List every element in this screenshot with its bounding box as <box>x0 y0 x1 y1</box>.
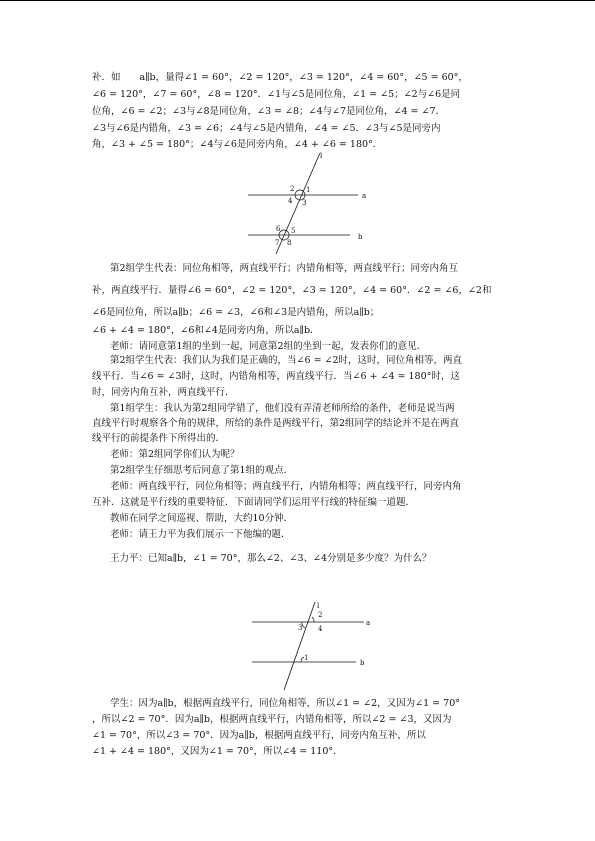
text-line: 时，同旁内角互补，两直线平行． <box>92 387 235 398</box>
text-line: 线平行的前提条件下所得出的． <box>92 433 226 444</box>
angle-label-3: 3 <box>302 199 307 207</box>
header-rule <box>0 0 595 1</box>
angle-label-1: 1 <box>306 186 311 194</box>
text-line: 老师：请王力平为我们展示一下他编的题． <box>110 529 291 540</box>
text-line: 互补．这就是平行线的重要特征．下面请同学们运用平行线的特征编一道题． <box>92 497 416 508</box>
text-line: 第1组学生：我认为第2组同学错了，他们没有弄清老师所给的条件，老师是说当两 <box>110 403 455 414</box>
angle-label-2: 2 <box>290 185 295 193</box>
text-line: 第2组学生代表：同位角相等，两直线平行；内错角相等，两直线平行；同旁内角互 <box>110 263 459 274</box>
text-line: 第2组学生仔细思考后同意了第1组的观点． <box>110 465 294 476</box>
text-line: ∠1 = 70°，所以∠3 = 70°．因为a∥b，根据两直线平行，同旁内角互补，所以 <box>92 730 426 741</box>
text-line: 补．如 a∥b，量得∠1 = 60°，∠2 = 120°，∠3 = 120°，∠4 = 60°，∠5 = 60°， <box>92 72 468 83</box>
angle-label-7: 7 <box>275 239 280 247</box>
label-l: l <box>320 152 323 160</box>
text-line: 补，两直线平行．量得∠6 = 60°，∠2 = 120°，∠3 = 120°，∠4 = 60°．∠2 = ∠6，∠2和 <box>92 285 492 296</box>
text-line: ，所以∠2 = 70°．因为a∥b，根据两直线平行，内错角相等，所以∠2 = ∠3，又因为 <box>92 714 452 725</box>
angle-label-8: 8 <box>287 239 292 247</box>
text-line: 位角，∠6 = ∠2；∠3与∠8是同位角，∠3 = ∠8；∠4与∠7是同位角，∠4 = ∠7． <box>92 106 446 117</box>
text-line: 王力平：已知a∥b，∠1 = 70°，那么∠2、∠3、∠4分别是多少度？为什么？ <box>110 553 432 564</box>
angle-label-2: 2 <box>318 611 323 619</box>
angle-label-4: 4 <box>288 197 293 205</box>
label-a: a <box>362 192 367 200</box>
label-b: b <box>358 233 363 241</box>
angle-label-6: 6 <box>276 225 281 233</box>
line-l <box>276 153 320 254</box>
text-line: 线平行．当∠6 = ∠3时，这时，内错角相等，两直线平行．当∠6 + ∠4 = 180°时，这 <box>92 371 460 382</box>
angle-label-3: 3 <box>298 624 303 632</box>
text-line: ∠6 = 120°，∠7 = 60°，∠8 = 120°．∠1与∠5是同位角，∠1 = ∠5；∠2与∠6是同 <box>92 89 461 100</box>
text-line: ∠3与∠6是内错角，∠3 = ∠6；∠4与∠5是内错角，∠4 = ∠5．∠3与∠5是同旁内 <box>92 123 441 134</box>
figure-2-four-angles <box>248 600 378 692</box>
text-line: 教师在同学之间巡视、帮助，大约10分钟． <box>110 513 294 524</box>
text-line: 老师：两直线平行，同位角相等；两直线平行，内错角相等；两直线平行，同旁内角 <box>110 481 462 492</box>
angle-label-4: 4 <box>318 625 323 633</box>
text-line: 老师：请同意第1组的坐到一起，同意第2组的坐到一起，发表你们的意见． <box>110 341 427 352</box>
label-b: b <box>360 659 365 667</box>
text-line: 老师：第2组同学你们认为呢？ <box>110 449 240 460</box>
line-l <box>284 602 315 690</box>
label-l: l <box>317 602 320 610</box>
text-line: 学生：因为a∥b，根据两直线平行，同位角相等，所以∠1 = ∠2，又因为∠1 = 70° <box>110 698 460 709</box>
text-line: ∠6 + ∠4 = 180°，∠6和∠4是同旁内角，所以a∥b． <box>92 325 320 336</box>
text-line: 直线平行时观察各个角的规律，所给的条件是两线平行，第2组同学的结论并不是在两直 <box>92 418 460 429</box>
angle-label-5: 5 <box>291 227 296 235</box>
angle-arc-2 <box>312 617 314 622</box>
label-a: a <box>366 619 371 627</box>
text-line: 角，∠3 + ∠5 = 180°；∠4与∠6是同旁内角，∠4 + ∠6 = 180°． <box>92 139 383 150</box>
angle-label-1: 1 <box>304 654 309 662</box>
text-line: ∠6是同位角，所以a∥b；∠6 = ∠3，∠6和∠3是内错角，所以a∥b； <box>92 307 380 318</box>
text-line: ∠1 + ∠4 = 180°，又因为∠1 = 70°，所以∠4 = 110°． <box>92 746 343 757</box>
text-line: 第2组学生代表：我们认为我们是正确的，当∠6 = ∠2时，这时，同位角相等，两直 <box>110 355 463 366</box>
figure-1-eight-angles <box>240 150 370 255</box>
